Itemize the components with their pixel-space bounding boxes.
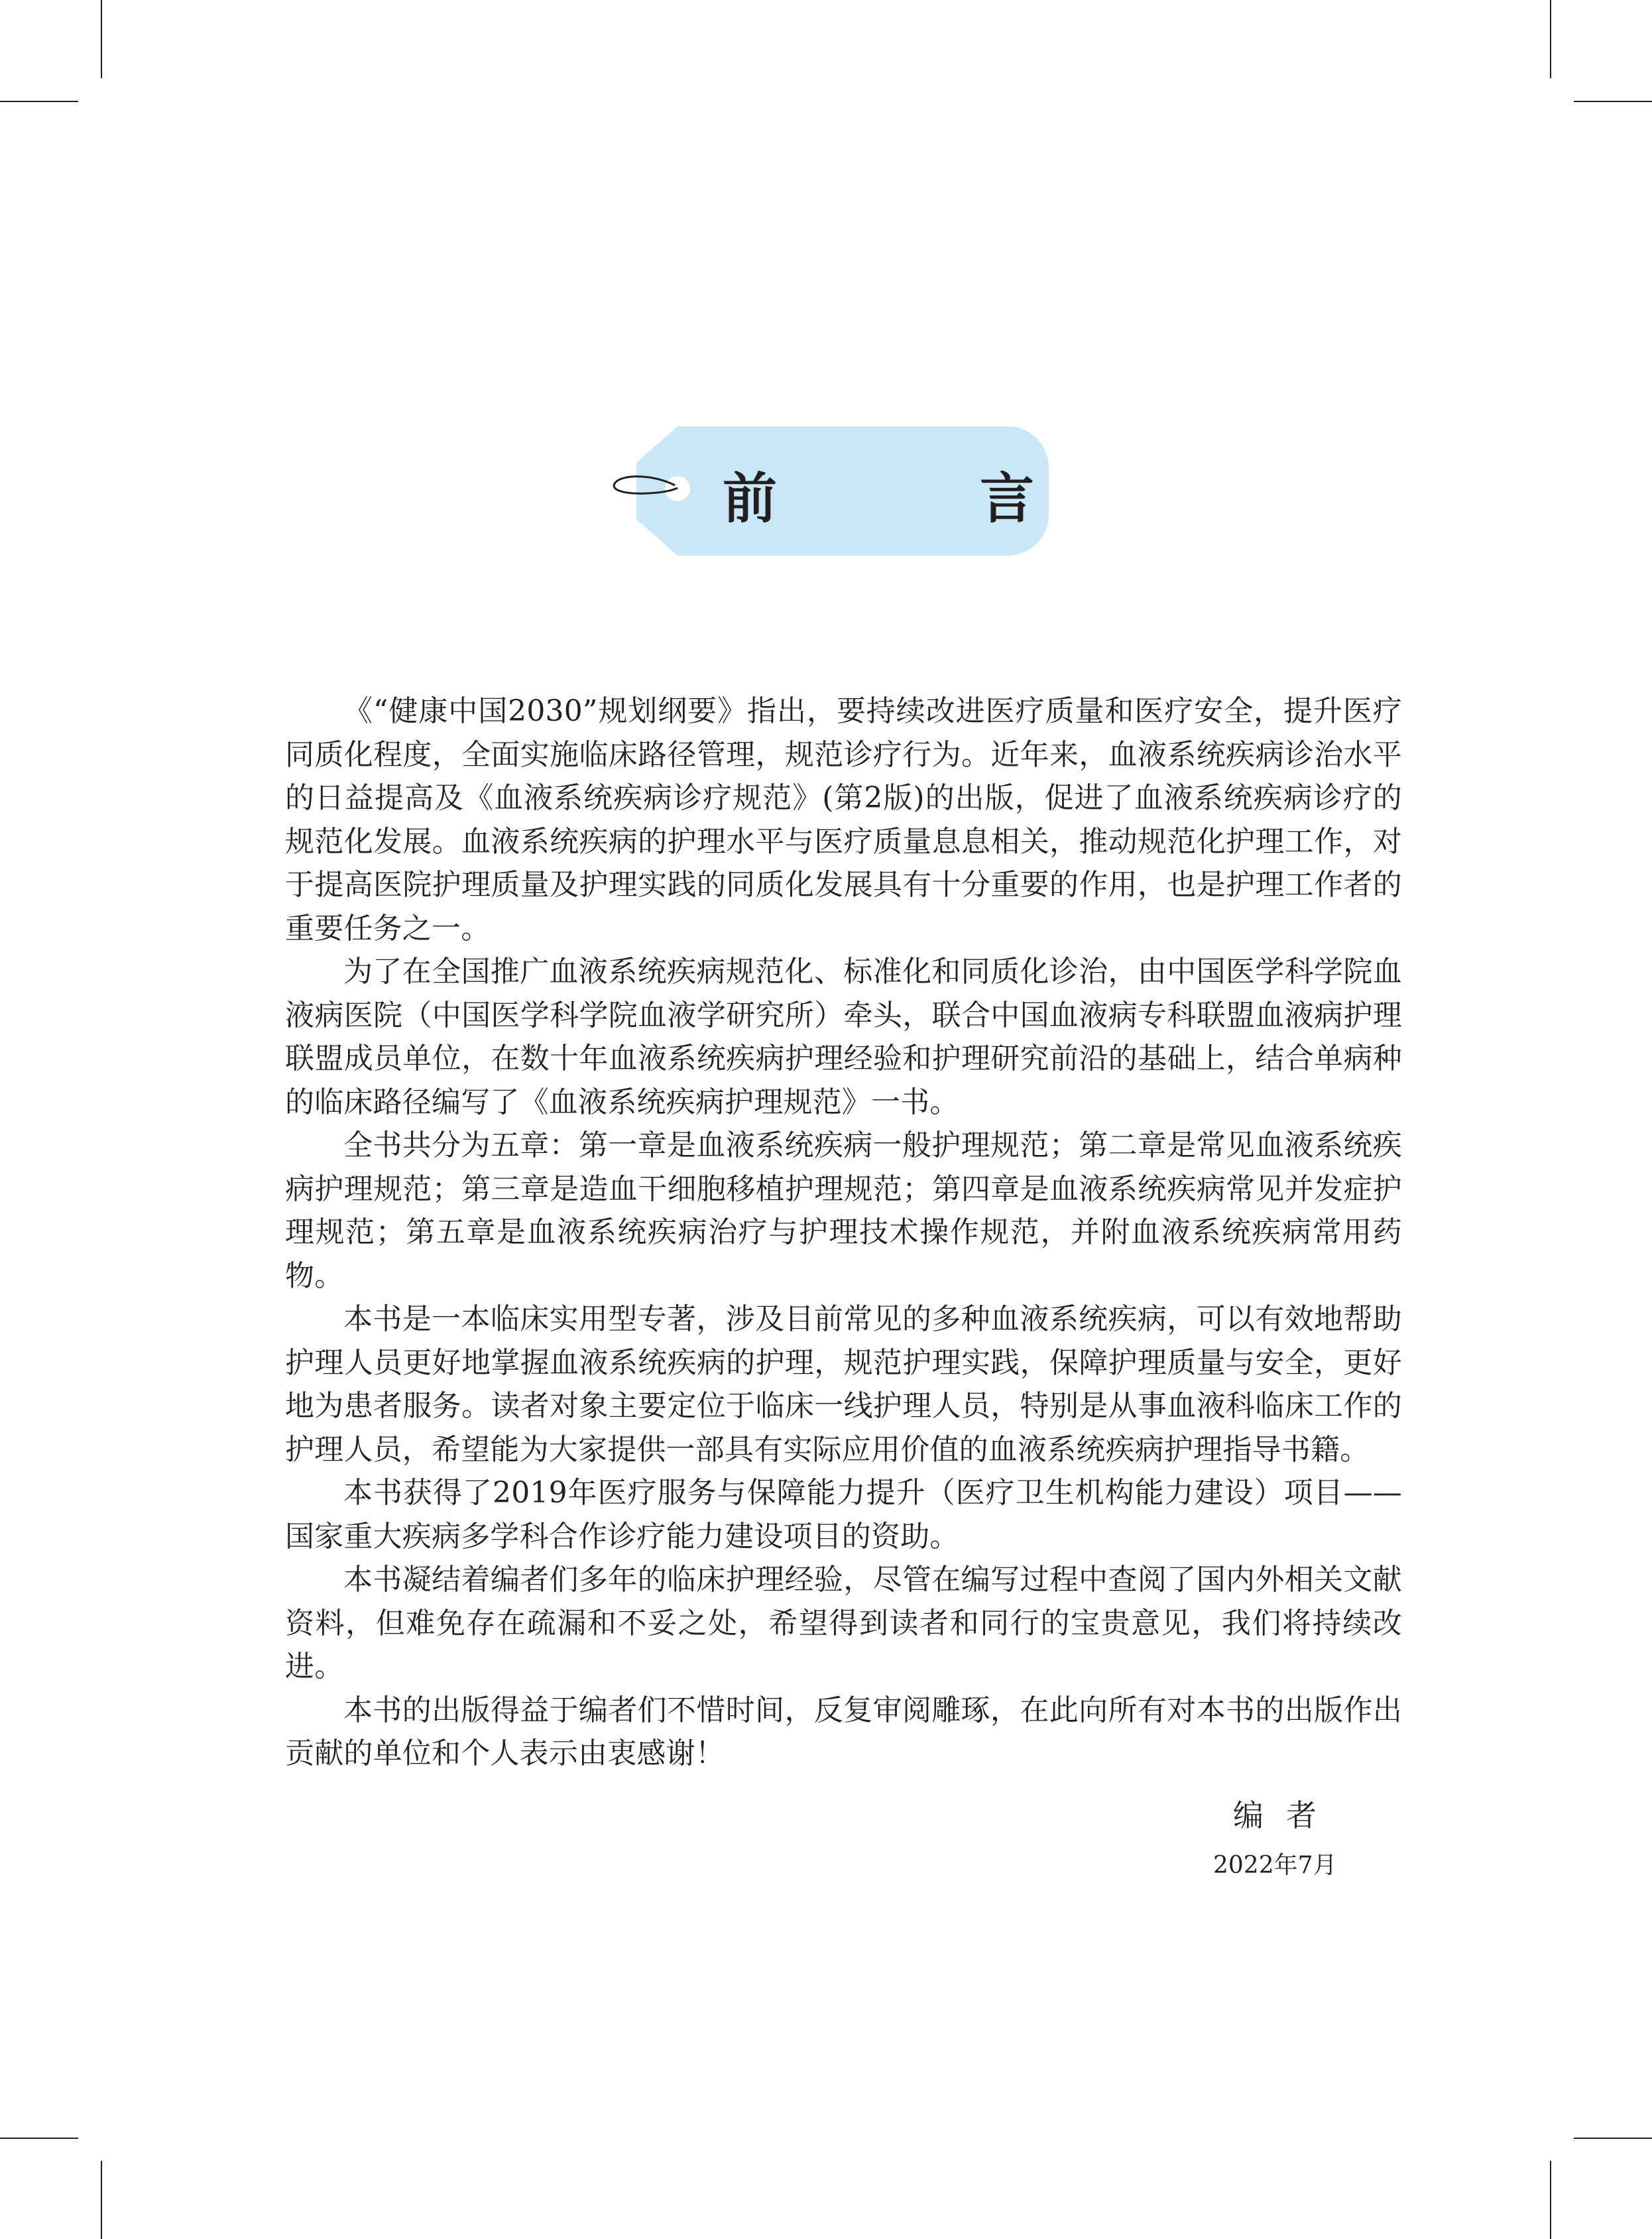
- paragraph: 本书获得了2019年医疗服务与保障能力提升（医疗卫生机构能力建设）项目——国家重大疾病多学科合作诊疗能力建设项目的资助。: [285, 1476, 1402, 1553]
- page-title: [723, 457, 1034, 530]
- crop-mark: [101, 2161, 102, 2239]
- paragraph: 本书是一本临床实用型专著，涉及目前常见的多种血液系统疾病，可以有效地帮助护理人员更好地掌握血液系统疾病的护理，规范护理实践，保障护理质量与安全，更好地为患者服务。读者对象主要定位于临床一线护理人员，特别是从事血液科临床工作的护理人员，希望能为大家提供一部具有实际应用价值的血液系统疾病护理指导书籍。: [285, 1302, 1402, 1467]
- title-char: 言: [979, 466, 1034, 530]
- crop-mark: [0, 101, 78, 102]
- paragraph: 本书的出版得益于编者们不惜时间，反复审阅雕琢，在此向所有对本书的出版作出贡献的单位和个人表示由衷感谢！: [285, 1693, 1402, 1770]
- paragraph: 为了在全国推广血液系统疾病规范化、标准化和同质化诊治，由中国医学科学院血液病医院（中国医学科学院血液学研究所）牵头，联合中国血液病专科联盟血液病护理联盟成员单位，在数十年血液系统疾病护理经验和护理研究前沿的基础上，结合单病种的临床路径编写了《血液系统疾病护理规范》一书。: [285, 955, 1402, 1119]
- paragraph: 《“健康中国2030”规划纲要》指出，要持续改进医疗质量和医疗安全，提升医疗同质化程度，全面实施临床路径管理，规范诊疗行为。近年来，血液系统疾病诊治水平的日益提高及《血液系统疾病诊疗规范》(第2版)的出版，促进了血液系统疾病诊疗的规范化发展。血液系统疾病的护理水平与医疗质量息息相关，推动规范化护理工作，对于提高医院护理质量及护理实践的同质化发展具有十分重要的作用，也是护理工作者的重要任务之一。: [285, 694, 1402, 945]
- tag-string-icon: [609, 471, 683, 504]
- crop-mark: [0, 2138, 78, 2139]
- paragraph: 本书凝结着编者们多年的临床护理经验，尽管在编写过程中查阅了国内外相关文献资料，但难免存在疏漏和不妥之处，希望得到读者和同行的宝贵意见，我们将持续改进。: [285, 1563, 1402, 1683]
- preface-body: [285, 690, 1402, 1776]
- crop-mark: [101, 0, 102, 78]
- title-char: 前: [723, 466, 778, 530]
- crop-mark: [1574, 101, 1652, 102]
- signature-date: 2022年7月: [1213, 1852, 1337, 1879]
- crop-mark: [1550, 2161, 1551, 2239]
- crop-mark: [1574, 2138, 1652, 2139]
- author-signature: 编者: [1233, 1797, 1339, 1833]
- crop-mark: [1550, 0, 1551, 78]
- paragraph: 全书共分为五章：第一章是血液系统疾病一般护理规范；第二章是常见血液系统疾病护理规范；第三章是造血干细胞移植护理规范；第四章是血液系统疾病常见并发症护理规范；第五章是血液系统疾病治疗与护理技术操作规范，并附血液系统疾病常用药物。: [285, 1128, 1402, 1293]
